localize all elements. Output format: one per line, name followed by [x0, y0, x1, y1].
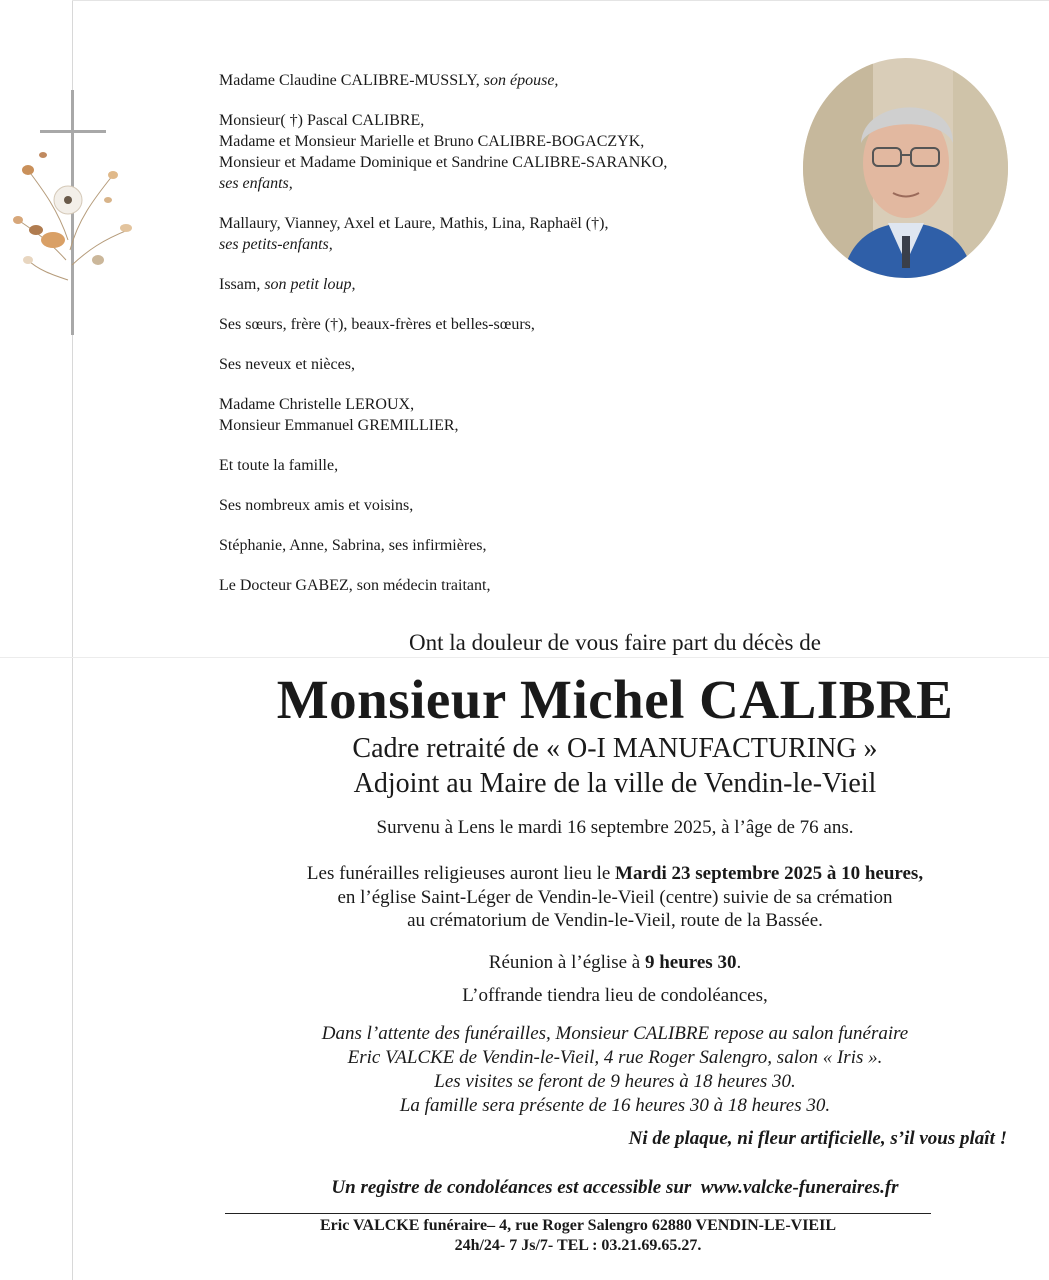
family-petit-loup [219, 274, 779, 295]
page-top-line [72, 0, 1049, 1]
deceased-title-1: Cadre retraité de « O-I MANUFACTURING » [352, 733, 878, 764]
family-list [219, 70, 779, 615]
funeral-line2: en l’église Saint-Léger de Vendin-le-Vieil (centre) suivie de sa crémation [337, 886, 893, 908]
deceased-title-2: Adjoint au Maire de la ville de Vendin-le-Vieil [353, 768, 877, 799]
visit-line: Eric VALCKE de Vendin-le-Vieil, 4 rue Roger Salengro, salon « Iris ». [347, 1047, 883, 1068]
cross-with-flowers [8, 90, 143, 345]
children-role: ses enfants, [219, 175, 293, 192]
cross-icon [8, 90, 143, 345]
visit-line: Dans l’attente des funérailles, Monsieur CALIBRE repose au salon funéraire [321, 1023, 909, 1044]
child-line: Monsieur( †) Pascal CALIBRE, [219, 112, 425, 129]
funeral-date: Mardi 23 septembre 2025 à 10 heures, [615, 863, 924, 884]
visit-details [190, 1022, 1040, 1118]
family-friends: Ses nombreux amis et voisins, [219, 497, 414, 514]
footer-divider [225, 1213, 931, 1214]
register-text: Un registre de condoléances est accessible sur [331, 1177, 692, 1198]
family-doctor: Le Docteur GABEZ, son médecin traitant, [219, 577, 491, 594]
family-children [219, 110, 779, 194]
funeral-line1-prefix: Les funérailles religieuses auront lieu le [306, 863, 611, 884]
footer-address: Eric VALCKE funéraire– 4, rue Roger Salengro 62880 VENDIN-LE-VIEIL [319, 1217, 836, 1234]
child-line: Madame et Monsieur Marielle et Bruno CALIBRE-BOGACZYK, [219, 133, 645, 150]
register-url-link[interactable]: www.valcke-funeraires.fr [700, 1177, 899, 1198]
grandchildren-names: Mallaury, Vianney, Axel et Laure, Mathis, Lina, Raphaël (†), [219, 215, 609, 232]
family-friends-named [219, 394, 779, 436]
grandchildren-role: ses petits-enfants, [219, 236, 333, 253]
funeral-line3: au crématorium de Vendin-le-Vieil, route de la Bassée. [407, 910, 823, 931]
loup-role: son petit loup, [264, 276, 356, 293]
wife-name: Madame Claudine CALIBRE-MUSSLY, [219, 72, 480, 89]
family-nephews: Ses neveux et nièces, [219, 356, 355, 373]
meeting-suffix: . [736, 952, 742, 973]
family-whole: Et toute la famille, [219, 457, 339, 474]
family-wife [219, 70, 779, 91]
wife-role: son épouse, [483, 72, 559, 89]
funeral-details [190, 862, 1040, 933]
church-meeting [190, 950, 1040, 976]
deceased-name: Monsieur Michel CALIBRE [276, 669, 954, 730]
meeting-time: 9 heures 30 [644, 952, 737, 973]
friend-line: Madame Christelle LEROUX, [219, 396, 415, 413]
condolence-register [225, 1175, 1005, 1201]
family-nurses: Stéphanie, Anne, Sabrina, ses infirmières, [219, 537, 487, 554]
announcement-intro: Ont la douleur de vous faire part du décès de [409, 630, 821, 655]
visit-line: Les visites se feront de 9 heures à 18 heures 30. [434, 1071, 796, 1092]
loup-name: Issam, [219, 276, 261, 293]
offering-note: L’offrande tiendra lieu de condoléances, [462, 985, 768, 1006]
child-line: Monsieur et Madame Dominique et Sandrine CALIBRE-SARANKO, [219, 154, 668, 171]
death-details: Survenu à Lens le mardi 16 septembre 2025, à l’âge de 76 ans. [376, 817, 854, 838]
meeting-prefix: Réunion à l’église à [488, 952, 641, 973]
no-flowers-note: Ni de plaque, ni fleur artificielle, s’il vous plaît ! [628, 1128, 1007, 1149]
visit-line: La famille sera présente de 16 heures 30 à 18 heures 30. [399, 1095, 831, 1116]
footer-phone: 24h/24- 7 Js/7- TEL : 03.21.69.65.27. [454, 1237, 702, 1254]
funeral-home-footer [225, 1216, 931, 1256]
family-grandchildren [219, 213, 779, 255]
portrait-photo [803, 58, 1008, 278]
friend-line: Monsieur Emmanuel GREMILLIER, [219, 417, 459, 434]
family-siblings: Ses sœurs, frère (†), beaux-frères et belles-sœurs, [219, 316, 535, 333]
